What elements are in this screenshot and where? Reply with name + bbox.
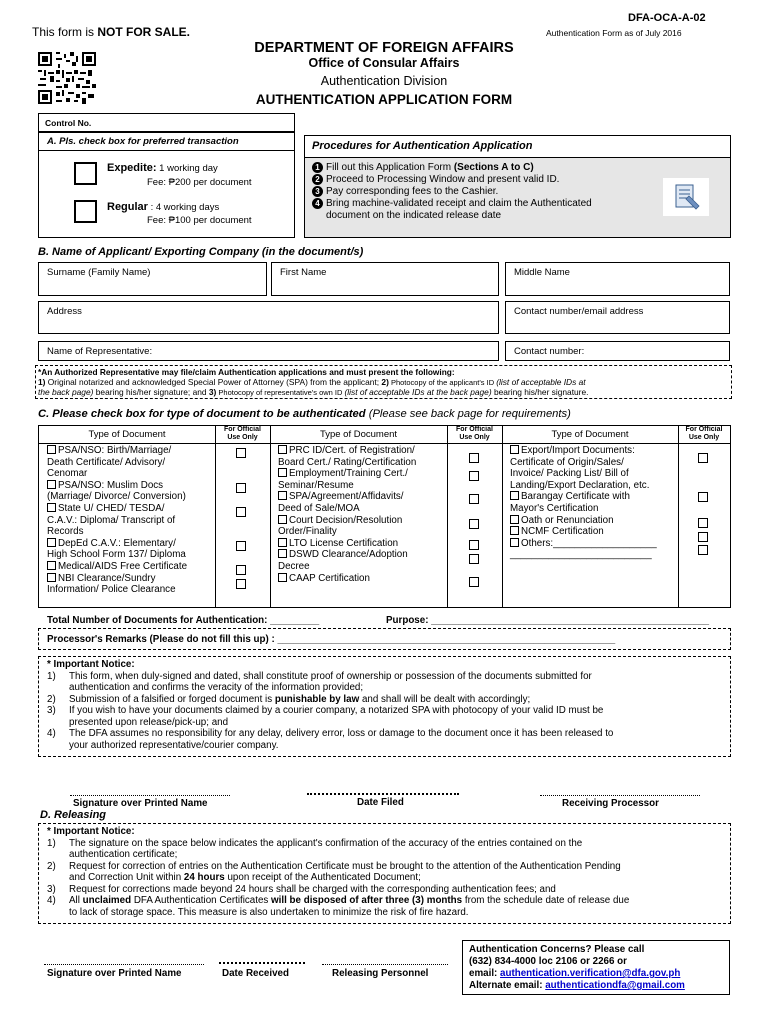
official-use-header-3: For Official Use Only [685,426,723,441]
notice-title: * Important Notice: [47,659,135,670]
contact-email-field[interactable]: Contact number/email address [505,301,730,334]
middle-name-field[interactable]: Middle Name [505,262,730,296]
doc-employment[interactable]: Employment/Training Cert./ [278,468,416,480]
doc-psa-birth[interactable]: PSA/NSO: Birth/Marriage/ [47,445,187,457]
doc-spa[interactable]: SPA/Agreement/Affidavits/ [278,491,416,503]
doc-dswd[interactable]: DSWD Clearance/Adoption [278,549,416,561]
official-checkbox[interactable] [469,494,479,504]
expedite-checkbox[interactable] [74,162,97,185]
representative-note: *An Authorized Representative may file/claim Authentication applications and must present the following: 1) Original notarized and acknowledged Special Power of Attorney (SPA) from the applicant; 2) Photocopy of the applicant's ID (list of acceptable IDs at the back page) bearing his/her signature; and 3) Photocopy of representative's own ID (list of acceptable IDs at the back page) bearing his/her signature. [35,365,732,399]
checkbox[interactable] [510,491,519,500]
doc-psa-muslim[interactable]: PSA/NSO: Muslim Docs [47,480,187,492]
official-checkbox[interactable] [236,565,246,575]
receiving-processor-label: Receiving Processor [562,798,659,809]
doc-caap[interactable]: CAAP Certification [278,573,416,585]
form-version: Authentication Form as of July 2016 [546,28,682,38]
section-c-title: C. Please check box for type of document to be authenticated (Please see back page for requirements) [38,408,571,420]
official-use-header-2: For Official Use Only [456,426,493,441]
doc-column-3: Export/Import Documents: Certificate of Origin/Sales/ Invoice/ Packing List/ Bill of Landing/Export Declaration, etc. Barangay Certificate with Mayor's Certification Oath or Renunciation NCMF Certification Others:___________________ __________________________ [510,445,657,561]
col3-header: Type of Document [551,429,629,440]
document-type-table [38,425,731,608]
releasing-personnel-label: Releasing Personnel [332,968,429,979]
releasing-item-4: 4) All unclaimed DFA Authentication Certificates will be disposed of after three (3) months from the schedule date of release due to lack of storage space. This measure is also undertaken to minimize the risk of fire hazard. [47,895,630,918]
checkbox[interactable] [510,515,519,524]
concerns-phone: (632) 834-4000 loc 2106 or 2266 or [469,956,627,967]
date-filed-line[interactable] [307,793,459,795]
notice-item-4: 4) The DFA assumes no responsibility for any delay, delivery error, loss or damage to the document once it has been released to your authorized representative/courier company. [47,728,614,751]
releasing-notice-box [38,823,731,924]
official-checkbox[interactable] [698,532,708,542]
contact-number-field[interactable]: Contact number: [505,341,730,361]
first-name-field[interactable]: First Name [271,262,499,296]
division-name: Authentication Division [320,74,448,88]
representative-field[interactable]: Name of Representative: [38,341,499,361]
official-checkbox[interactable] [698,545,708,555]
procedures-box [304,135,731,238]
official-checkbox[interactable] [469,540,479,550]
releasing-personnel-line[interactable] [322,964,448,965]
doc-prc[interactable]: PRC ID/Cert. of Registration/ [278,445,416,457]
checkbox[interactable] [47,561,56,570]
doc-barangay[interactable]: Barangay Certificate with [510,491,657,503]
official-checkbox[interactable] [698,453,708,463]
processor-remarks-label: Processor's Remarks (Please do not fill this up) : ______________________________________________________________ [47,634,616,645]
releasing-item-1: 1) The signature on the space below indicates the applicant's confirmation of the accuracy of the entries contained on the authentication certificate; [47,837,583,860]
address-field[interactable]: Address [38,301,499,334]
checkbox[interactable] [47,480,56,489]
official-checkbox[interactable] [469,554,479,564]
official-checkbox[interactable] [469,519,479,529]
releasing-item-3: 3) Request for corrections made beyond 24 hours shall be charged with the corresponding authentication fees; and [47,883,556,895]
checkbox[interactable] [278,468,287,477]
releasing-notice-title: * Important Notice: [47,826,135,837]
checkbox[interactable] [278,515,287,524]
col2-header: Type of Document [319,429,398,440]
department-name: DEPARTMENT OF FOREIGN AFFAIRS [254,40,514,56]
doc-medical[interactable]: Medical/AIDS Free Certificate [47,561,187,573]
concerns-line-1: Authentication Concerns? Please call [469,944,645,955]
doc-court[interactable]: Court Decision/Resolution [278,515,416,527]
surname-field[interactable]: Surname (Family Name) [38,262,267,296]
date-filed-label: Date Filed [357,797,404,808]
checkbox[interactable] [510,445,519,454]
procedure-steps: 1 Fill out this Application Form (Sections A to C) 2 Proceed to Processing Window and present valid ID. 3 Pay corresponding fees to the Cashier. 4 Bring machine-validated receipt and claim the Authenticated document on the indicated release date [312,162,592,222]
signature-label: Signature over Printed Name [73,798,208,809]
official-checkbox[interactable] [698,492,708,502]
doc-lto[interactable]: LTO License Certification [278,538,416,550]
date-received-label: Date Received [222,968,289,979]
checkbox[interactable] [47,503,56,512]
form-code: DFA-OCA-A-02 [628,12,706,24]
official-checkbox[interactable] [236,541,246,551]
office-name: Office of Consular Affairs [308,56,460,70]
procedure-step-4: 4 Bring machine-validated receipt and claim the Authenticated [312,198,592,210]
applicant-signature-line[interactable] [70,795,230,796]
official-checkbox[interactable] [469,453,479,463]
procedure-step-1: 1 Fill out this Application Form (Sections A to C) [312,162,592,174]
notice-item-2: 2) Submission of a falsified or forged document is punishable by law and shall will be dealt with accordingly; [47,693,531,705]
release-signature-line[interactable] [44,964,204,965]
checkbox[interactable] [278,573,287,582]
notice-item-1: 1) This form, when duly-signed and dated, shall constitute proof of ownership or possession of the documents submitted for authentication and confirms the veracity of the information provided; [47,670,592,693]
doc-column-2: PRC ID/Cert. of Registration/ Board Cert./ Rating/Certification Employment/Training Cert./ Seminar/Resume SPA/Agreement/Affidavits/ Deed of Sale/MOA Court Decision/Resolution Order/Finality LTO License Certification DSWD Clearance/Adoption Decree CAAP Certification [278,445,417,584]
checkbox[interactable] [278,549,287,558]
official-checkbox[interactable] [469,577,479,587]
notice-item-3: 3) If you wish to have your documents claimed by a courier company, a notarized SPA with photocopy of your valid ID must be presented upon release/pick-up; and [47,705,604,728]
email-link[interactable]: authentication.verification@dfa.gov.ph [500,968,681,979]
checkbox[interactable] [278,491,287,500]
checkbox[interactable] [47,573,56,582]
doc-column-1: PSA/NSO: Birth/Marriage/ Death Certificate/ Advisory/ Cenomar PSA/NSO: Muslim Docs (Marriage/ Divorce/ Conversion) State U/ CHED/ TESDA/ C.A.V.: Diploma/ Transcript of Records DepEd C.A.V.: Elementary/ High School Form 137/ Diploma Medical/AIDS Free Certificate NBI Clearance/Sundry Information/ Police Clearance [47,445,188,596]
checkbox[interactable] [278,445,287,454]
doc-export[interactable]: Export/Import Documents: [510,445,657,457]
official-checkbox[interactable] [236,483,246,493]
doc-oath[interactable]: Oath or Renunciation [510,515,657,527]
purpose-field[interactable]: Purpose: ___________________________________________________ [386,615,710,626]
checkbox[interactable] [278,538,287,547]
official-checkbox[interactable] [236,579,246,589]
receiving-processor-line[interactable] [540,795,700,796]
official-checkbox[interactable] [469,471,479,481]
alternate-email-link[interactable]: authenticationdfa@gmail.com [545,980,685,991]
procedures-title: Procedures for Authentication Application [305,136,730,158]
section-b-title: B. Name of Applicant/ Exporting Company (in the document/s) [38,246,364,258]
control-no-field[interactable] [38,113,295,132]
official-checkbox[interactable] [236,507,246,517]
official-use-header-1: For Official Use Only [224,426,261,441]
regular-checkbox[interactable] [74,200,97,223]
important-notice-box [38,656,731,757]
expedite-option: Expedite: 1 working day [107,162,218,174]
doc-others[interactable]: Others:___________________ [510,538,657,550]
processor-remarks-box [38,628,731,650]
control-no-label: Control No. [45,118,92,128]
regular-option: Regular : 4 working days [107,201,220,213]
section-d-title: D. Releasing [40,809,107,821]
concerns-box: Authentication Concerns? Please call (632) 834-4000 loc 2106 or 2266 or email: authentication.verification@dfa.gov.ph Alternate email: authenticationdfa@gmail.com [462,940,730,995]
col1-header: Type of Document [88,429,166,440]
procedure-step-2: 2 Proceed to Processing Window and present valid ID. [312,174,592,186]
procedure-step-3: 3 Pay corresponding fees to the Cashier. [312,186,592,198]
date-received-line[interactable] [219,962,305,964]
doc-nbi[interactable]: NBI Clearance/Sundry [47,573,187,585]
official-checkbox[interactable] [236,448,246,458]
checkbox[interactable] [47,445,56,454]
not-for-sale-notice: This form is NOT FOR SALE. [32,25,191,39]
total-documents-field[interactable]: Total Number of Documents for Authentication: _________ [47,615,320,626]
section-a-box [38,132,295,238]
doc-state-u[interactable]: State U/ CHED/ TESDA/ [47,503,187,515]
doc-ncmf[interactable]: NCMF Certification [510,526,657,538]
expedite-fee: Fee: ₱200 per document [147,177,252,188]
releasing-item-2: 2) Request for correction of entries on the Authentication Certificate must be brought to the attention of the Authentication Pending and Correction Unit within 24 hours upon receipt of the Authenticated Document; [47,860,621,883]
release-signature-label: Signature over Printed Name [47,968,182,979]
checkbox[interactable] [47,538,56,547]
checkbox[interactable] [510,538,519,547]
form-title: AUTHENTICATION APPLICATION FORM [255,92,513,107]
section-a-title: A. Pls. check box for preferred transaction [39,133,294,151]
doc-deped[interactable]: DepEd C.A.V.: Elementary/ [47,538,187,550]
official-checkbox[interactable] [698,518,708,528]
checkbox[interactable] [510,526,519,535]
document-form-icon [663,178,709,216]
regular-fee: Fee: ₱100 per document [147,215,252,226]
